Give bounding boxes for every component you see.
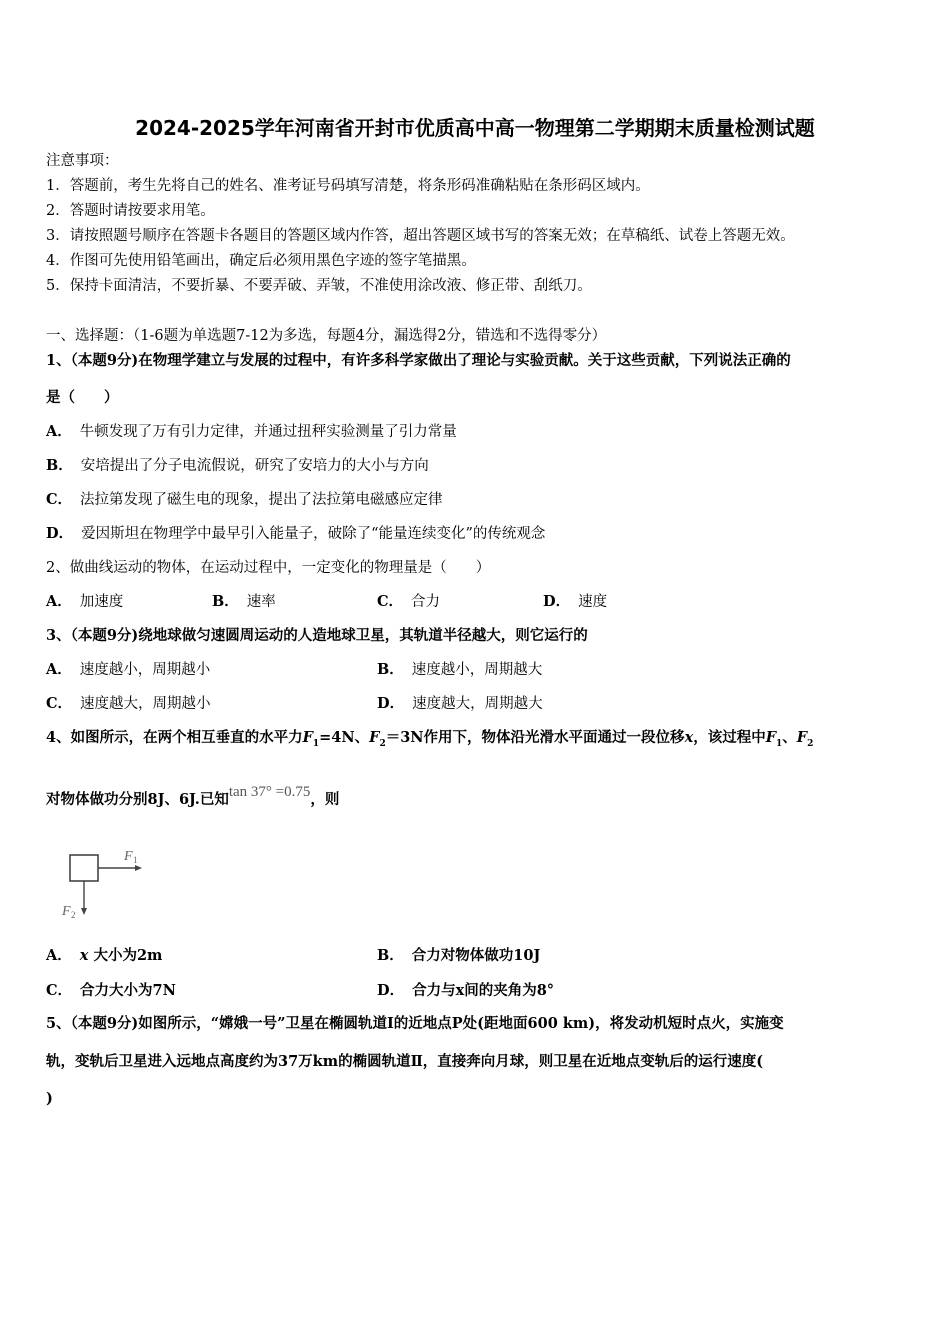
q4-line2-b: ，则 [310,791,340,808]
f1-label: F [124,849,133,864]
q3-option-b-label: B． [377,661,404,678]
q2-option-a-text: 加速度 [79,594,124,610]
q1-option-d-label: D． [46,525,74,542]
notice-heading: 注意事项： [46,153,119,169]
q4-option-c-text: 合力大小为7N [80,982,176,999]
q5-stem-line1: 5、（本题9分)如图所示，“嫦娥一号”卫星在椭圆轨道Ⅰ的近地点P处(距地面600 km)，将发动机短时点火，实施变 [46,1015,784,1032]
q2-option-d[interactable] [543,593,607,611]
q4-stem-b: =4N、 [319,729,370,746]
q5-stem-line3: ) [46,1090,53,1107]
q2-option-b-label: B． [212,593,239,610]
f2-arrow-head [81,908,87,915]
q4-line2-a: 对物体做功分别8J、6J.已知 [46,791,229,808]
q4-force-diagram [58,843,168,927]
q4-f1-sub: 1 [312,738,320,749]
q2-option-d-text: 速度 [578,594,608,610]
q4-f2b: F [796,729,808,746]
q3-option-d-text: 速度越大，周期越大 [412,696,543,712]
q3-option-c[interactable] [46,695,211,713]
q1-option-c[interactable] [46,491,443,509]
q4-option-b-text: 合力对物体做功10J [411,947,541,964]
notice-item-3: 3．请按照题号顺序在答题卡各题目的答题区域内作答，超出答题区域书写的答案无效；在草稿纸、试卷上答题无效。 [46,228,795,244]
q4-option-c-label: C． [46,982,73,999]
q4-option-c[interactable] [46,982,176,1000]
q2-option-c-text: 合力 [411,594,441,610]
q4-option-a-var: x [79,947,89,964]
f2-label: F [62,904,71,919]
q4-stem-d: ，该过程中 [693,729,766,746]
q3-option-c-text: 速度越大，周期越小 [80,696,211,712]
block-shape [70,855,98,881]
q4-option-a-label: A． [46,947,72,964]
q4-f2-sub: 2 [379,738,386,749]
q2-stem: 2、做曲线运动的物体，在运动过程中，一定变化的物理量是（ ） [46,560,491,576]
q1-option-b-text: 安培提出了分子电流假说，研究了安培力的大小与方向 [80,458,429,474]
q4-f1b-sub: 1 [776,738,783,749]
f1-label-sub: 1 [133,855,138,865]
q4-stem-c: ＝3N作用下，物体沿光滑水平面通过一段位移 [385,729,685,746]
q4-f1: F [302,729,313,746]
q1-option-b[interactable] [46,457,429,475]
q4-option-d-text: 合力与x间的夹角为8° [412,982,555,999]
q4-stem-f: 、 [782,729,797,746]
q4-f1b: F [765,729,777,746]
q1-option-b-label: B． [46,457,73,474]
q4-option-d-label: D． [377,982,405,999]
q2-option-b-text: 速率 [246,594,276,610]
q2-option-a-label: A． [46,593,72,610]
q3-option-d[interactable] [377,695,543,713]
q1-stem-line1: 1、（本题9分)在物理学建立与发展的过程中，有许多科学家做出了理论与实验贡献。关于这些贡献，下列说法正确的 [46,352,791,369]
q4-option-b-label: B． [377,947,404,964]
q4-f2: F [369,729,380,746]
q1-option-a[interactable] [46,423,457,441]
q1-option-a-label: A． [46,423,72,440]
q4-x: x [684,729,694,746]
f1-arrow-head [135,865,142,871]
notice-item-5: 5．保持卡面清洁，不要折暴、不要弄破、弄皱，不准使用涂改液、修正带、刮纸刀。 [46,278,592,294]
q2-option-c-label: C． [377,593,404,610]
q2-option-d-label: D． [543,593,571,610]
q5-stem-line2: 轨，变轨后卫星进入远地点高度约为37万km的椭圆轨道Ⅱ，直接奔向月球，则卫星在近地点变轨后的运行速度( [46,1053,764,1070]
q3-option-a-text: 速度越小，周期越小 [79,662,211,678]
q1-option-d[interactable] [46,525,545,543]
q2-option-a[interactable] [46,593,123,611]
q3-option-b-text: 速度越小，周期越大 [411,662,543,678]
q1-option-a-text: 牛顿发现了万有引力定律，并通过扭秤实验测量了引力常量 [79,424,457,440]
q3-stem: 3、（本题9分)绕地球做匀速圆周运动的人造地球卫星，其轨道半径越大，则它运行的 [46,627,588,644]
q4-option-a-text: 大小为2m [88,947,163,964]
q4-force-diagram-svg [58,843,168,923]
q1-stem-line2: 是（ ） [46,389,119,406]
q4-option-a[interactable] [46,947,162,965]
q4-option-d[interactable] [377,982,554,1000]
q3-option-b[interactable] [377,661,542,679]
notice-item-4: 4．作图可先使用铅笔画出，确定后必须用黑色字迹的签字笔描黑。 [46,253,476,269]
q2-option-b[interactable] [212,593,276,611]
q4-stem-a: 4、如图所示，在两个相互垂直的水平力 [46,729,303,746]
q4-stem-line1 [46,729,813,753]
q4-formula: tan 37° =0.75 [228,784,311,800]
q1-option-c-label: C． [46,491,73,508]
notice-item-2: 2．答题时请按要求用笔。 [46,203,215,219]
q3-option-a-label: A． [46,661,72,678]
section-heading: 一、选择题：（1-6题为单选题7-12为多选，每题4分，漏选得2分，错选和不选得零分） [46,328,607,344]
q3-option-a[interactable] [46,661,210,679]
page-title: 2024-2025学年河南省开封市优质高中高一物理第二学期期末质量检测试题 [135,116,815,140]
q3-option-c-label: C． [46,695,73,712]
q1-option-c-text: 法拉第发现了磁生电的现象，提出了法拉第电磁感应定律 [80,492,443,508]
q4-stem-line2 [46,784,340,809]
q2-option-c[interactable] [377,593,440,611]
notice-item-1: 1．答题前，考生先将自己的姓名、准考证号码填写清楚，将条形码准确粘贴在条形码区域内。 [46,178,650,194]
q1-option-d-text: 爱因斯坦在物理学中最早引入能量子，破除了“能量连续变化”的传统观念 [81,526,546,542]
q4-option-b[interactable] [377,947,540,965]
f2-label-sub: 2 [71,910,76,920]
q3-option-d-label: D． [377,695,405,712]
q4-f2b-sub: 2 [807,738,814,749]
